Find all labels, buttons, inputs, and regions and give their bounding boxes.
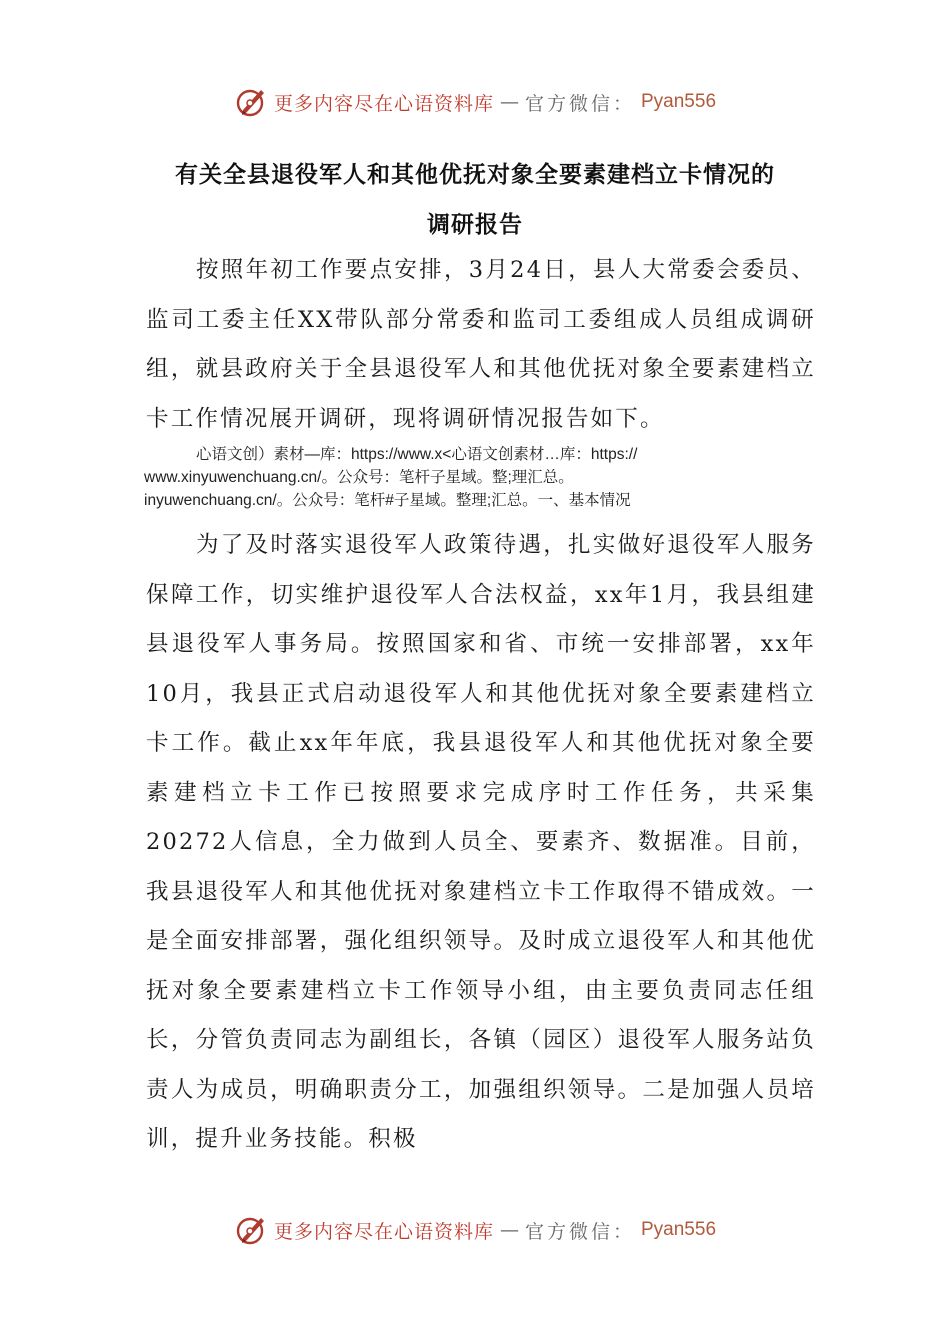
watermark-line: 心语文创）素材—库：https://www.x<心语文创素材…库：https:// <box>196 446 638 463</box>
watermark-line: www.xinyuwenchuang.cn/。公众号：笔杆子星域。整;理汇总。 <box>144 469 574 486</box>
banner-wechat-label: 官方微信： <box>524 1220 635 1243</box>
banner-wechat-id: Pyan556 <box>641 91 717 112</box>
document-title-line-1: 有关全县退役军人和其他优抚对象全要素建档立卡情况的 <box>175 162 775 188</box>
pen-nib-circle-logo-icon <box>234 1213 268 1247</box>
watermark-text-block <box>144 443 824 512</box>
document-title-line-2: 调研报告 <box>427 212 523 238</box>
banner-text: 更多内容尽在心语资料库 <box>273 92 494 115</box>
banner-text: 更多内容尽在心语资料库 <box>273 1220 494 1243</box>
intro-paragraph: 按照年初工作要点安排，3月24日，县人大常委会委员、监司工委主任XX带队部分常委和监司工委组成人员组成调研组，就县政府关于全县退役军人和其他优抚对象全要素建档立卡工作情况展开调研，现将调研情况报告如下。 <box>146 257 816 432</box>
banner-wechat-id: Pyan556 <box>641 1219 717 1240</box>
footer-banner <box>0 1210 950 1250</box>
header-banner <box>0 82 950 122</box>
banner-separator: — <box>499 91 519 113</box>
banner-separator: — <box>499 1219 519 1241</box>
body-paragraph: 为了及时落实退役军人政策待遇，扎实做好退役军人服务保障工作，切实维护退役军人合法权益，xx年1月，我县组建县退役军人事务局。按照国家和省、市统一安排部署，xx年10月，我县正式启动退役军人和其他优抚对象全要素建档立卡工作。截止xx年年底，我县退役军人和其他优抚对象全要素建档立卡工作已按照要求完成序时工作任务，共采集20272人信息，全力做到人员全、要素齐、数据准。目前，我县退役军人和其他优抚对象建档立卡工作取得不错成效。一是全面安排部署，强化组织领导。及时成立退役军人和其他优抚对象全要素建档立卡工作领导小组，由主要负责同志任组长，分管负责同志为副组长，各镇（园区）退役军人服务站负责人为成员，明确职责分工，加强组织领导。二是加强人员培训，提升业务技能。积极 <box>146 532 816 1152</box>
pen-nib-circle-logo-icon <box>234 85 268 119</box>
watermark-line: inyuwenchuang.cn/。公众号：笔杆#子星域。整理;汇总。一、基本情况 <box>144 492 631 509</box>
banner-wechat-label: 官方微信： <box>524 92 635 115</box>
